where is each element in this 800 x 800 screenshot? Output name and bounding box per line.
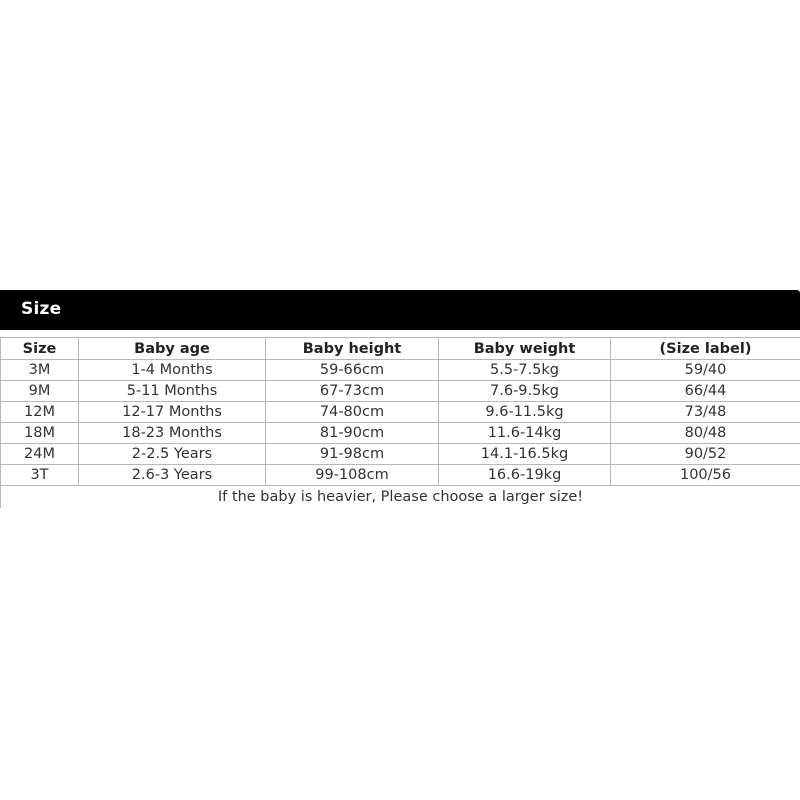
table-row (1, 402, 800, 423)
table-note-cell (1, 486, 800, 509)
cell-baby-age: 2.6-3 Years (79, 465, 266, 486)
cell-size-label: 66/44 (611, 381, 800, 402)
cell-size: 9M (1, 381, 79, 402)
column-header-baby-weight: Baby weight (439, 338, 611, 360)
cell-size: 3T (1, 465, 79, 486)
cell-baby-height: 81-90cm (266, 423, 439, 444)
column-header-size-label: (Size label) (611, 338, 800, 360)
table-row (1, 360, 800, 381)
cell-size-label: 73/48 (611, 402, 800, 423)
cell-baby-height: 67-73cm (266, 381, 439, 402)
cell-baby-age: 5-11 Months (79, 381, 266, 402)
table-row (1, 423, 800, 444)
cell-baby-height: 91-98cm (266, 444, 439, 465)
cell-size: 24M (1, 444, 79, 465)
cell-baby-height: 99-108cm (266, 465, 439, 486)
cell-baby-age: 12-17 Months (79, 402, 266, 423)
cell-size-label: 100/56 (611, 465, 800, 486)
cell-baby-weight: 9.6-11.5kg (439, 402, 611, 423)
size-note: If the baby is heavier, Please choose a larger size! (217, 489, 584, 505)
cell-baby-age: 2-2.5 Years (79, 444, 266, 465)
cell-baby-weight: 5.5-7.5kg (439, 360, 611, 381)
table-row (1, 444, 800, 465)
table-note-row (1, 486, 800, 509)
size-chart (0, 290, 800, 508)
cell-baby-height: 59-66cm (266, 360, 439, 381)
cell-baby-weight: 7.6-9.5kg (439, 381, 611, 402)
cell-size: 3M (1, 360, 79, 381)
cell-baby-weight: 14.1-16.5kg (439, 444, 611, 465)
cell-size-label: 90/52 (611, 444, 800, 465)
cell-baby-weight: 11.6-14kg (439, 423, 611, 444)
size-header-bar (0, 290, 800, 330)
column-header-baby-height: Baby height (266, 338, 439, 360)
size-header-title: Size (21, 299, 62, 319)
cell-baby-weight: 16.6-19kg (439, 465, 611, 486)
cell-size: 12M (1, 402, 79, 423)
column-header-size: Size (1, 338, 79, 360)
cell-size-label: 80/48 (611, 423, 800, 444)
table-header-row (1, 338, 800, 360)
table-row (1, 381, 800, 402)
cell-baby-height: 74-80cm (266, 402, 439, 423)
cell-baby-age: 1-4 Months (79, 360, 266, 381)
cell-baby-age: 18-23 Months (79, 423, 266, 444)
cell-size: 18M (1, 423, 79, 444)
table-row (1, 465, 800, 486)
cell-size-label: 59/40 (611, 360, 800, 381)
column-header-baby-age: Baby age (79, 338, 266, 360)
size-table (0, 337, 800, 508)
